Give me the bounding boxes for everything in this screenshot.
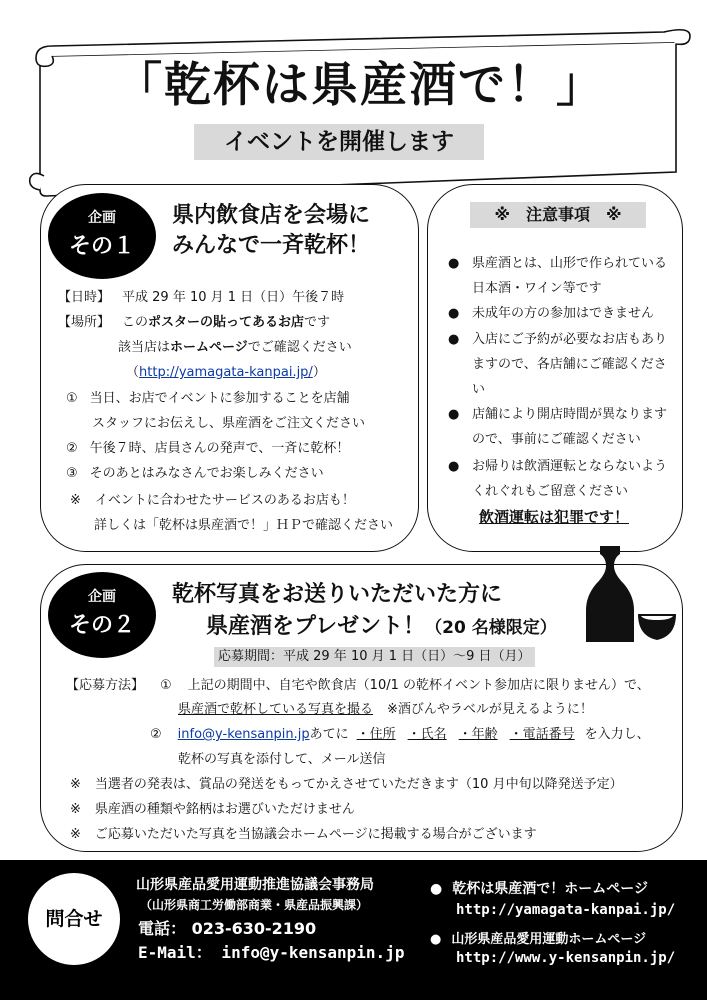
bullet-icon: ● (448, 459, 460, 474)
footer-link2-label: 山形県産品愛用運動ホームページ (451, 932, 647, 947)
notice-item (448, 301, 672, 326)
contact-badge: 問合せ (28, 873, 120, 965)
step-number: ③ (66, 466, 78, 481)
plan2-heading-main: 県産酒をプレゼント！ (206, 614, 426, 639)
notice-item (448, 402, 672, 452)
step3-text: そのあとはみなさんでお楽しみください (89, 466, 324, 481)
place-text: この (122, 315, 149, 330)
note-mark: ※ (70, 777, 81, 792)
bullet-icon: ● (448, 407, 460, 422)
plan2-heading-limit: （20 名様限定） (425, 618, 557, 638)
paren-close: ） (312, 365, 326, 380)
check-text-post: でご確認ください (247, 340, 352, 355)
note-mark: ※ (70, 802, 81, 817)
paren-open: （ (126, 365, 140, 380)
notice-item (448, 251, 672, 301)
contact-email[interactable]: E-Mail： info@y-kensanpin.jp (138, 943, 405, 962)
plan1-date (58, 285, 344, 310)
method1-note: ※酒びんやラベルが見えるように！ (387, 702, 593, 717)
contact-phone: 電話： 023-630-2190 (138, 919, 317, 938)
plan1-heading (172, 201, 370, 261)
field-phone: ・電話番号 (509, 727, 575, 742)
field-age: ・年齢 (458, 727, 498, 742)
step1-line1: 当日、お店でイベントに参加することを店舗 (89, 391, 350, 406)
org-dept: （山形県商工労働部商業・県産品振興課） (140, 898, 369, 912)
application-period: 応募期間：平成 29 年 10 月 1 日（日）～9 日（月） (214, 647, 535, 667)
page-title: 「乾杯は県産酒で！」 (115, 58, 605, 113)
method2-line2: 乾杯の写真を添付して、メール送信 (178, 752, 386, 767)
check-bold: ホームページ (170, 340, 248, 355)
plan1-check (118, 335, 352, 360)
notice-title: ※ 注意事項 ※ (470, 202, 646, 228)
step-number: ② (150, 727, 162, 742)
step-number: ① (160, 678, 172, 693)
plan2-note-text: 県産酒の種類や銘柄はお選びいただけません (94, 802, 355, 817)
plan2-note-text: ご応募いただいた写真を当協議会ホームページに掲載する場合がございます (94, 827, 537, 842)
method2-line1 (150, 722, 650, 747)
sake-bottle-icon (584, 544, 680, 644)
step-number: ① (66, 391, 78, 406)
method1-underlined: 県産酒で乾杯している写真を撮る (178, 702, 374, 717)
footer-link1-label: 乾杯は県産酒で！ホームページ (452, 881, 648, 897)
plan1-heading-line2: みんなで一斉乾杯！ (172, 233, 371, 258)
plan1-tag-number: その１ (68, 234, 135, 259)
field-name: ・氏名 (407, 727, 447, 742)
method1-line1: 上記の期間中、自宅や飲食店（10/1 の乾杯イベント参加店に限りません）で、 (187, 678, 650, 693)
date-value: 平成 29 年 10 月 1 日（日）午後７時 (122, 290, 345, 305)
footer-link1-title (430, 878, 648, 898)
plan1-step1-cont: スタッフにお伝えし、県産酒をご注文ください (92, 416, 366, 431)
plan1-heading-line1: 県内飲食店を会場に (172, 203, 371, 228)
date-label: 【日時】 (58, 290, 111, 305)
notice-item-text: 入店にご予約が必要なお店もありますので、各店舗にご確認ください (472, 332, 668, 397)
footer-link2-title (430, 928, 646, 947)
plan1-note (70, 488, 355, 513)
plan2-note (70, 822, 537, 847)
contest-email-link[interactable]: info@y-kensanpin.jp (177, 727, 310, 742)
method1-line2 (178, 697, 593, 722)
method2-input: を入力し、 (584, 727, 650, 742)
notice-item (448, 327, 672, 402)
place-label: 【場所】 (58, 315, 111, 330)
plan2-tag-number: その２ (68, 613, 135, 638)
plan1-place (58, 310, 330, 335)
place-text-post: です (304, 315, 331, 330)
step2-text: 午後７時、店員さんの発声で、一斉に乾杯！ (89, 441, 350, 456)
plan1-note-cont: 詳しくは「乾杯は県産酒で！」ＨＰで確認ください (94, 518, 394, 533)
plan1-step1 (66, 386, 350, 411)
bullet-icon: ● (430, 881, 443, 897)
org-name: 山形県産品愛用運動推進協議会事務局 (136, 877, 374, 893)
notice-item-text: 県産酒とは、山形で作られている日本酒・ワイン等です (472, 256, 668, 296)
notice-item-text: 店舗により開店時間が異なりますので、事前にご確認ください (472, 407, 668, 447)
notice-item-text: お帰りは飲酒運転とならないようくれぐれもご留意ください (472, 459, 668, 499)
plan1-step2 (66, 436, 349, 461)
check-text: 該当店は (118, 340, 171, 355)
drunk-driving-warning: 飲酒運転は犯罪です！ (478, 508, 629, 526)
plan2-tag-label: 企画 (88, 589, 116, 605)
plan2-heading-line1: 乾杯写真をお送りいただいた方に (172, 582, 503, 607)
bullet-icon: ● (448, 256, 460, 271)
note-mark: ※ (70, 493, 81, 508)
notice-item-text: 未成年の方の参加はできません (472, 306, 655, 321)
notice-item (448, 454, 672, 504)
plan1-url-line (126, 360, 326, 385)
plan1-tag (48, 193, 156, 279)
bullet-icon: ● (448, 332, 460, 347)
plan2-note-text: 当選者の発表は、賞品の発送をもってかえさせていただきます（10 月中旬以降発送予定） (94, 777, 623, 792)
footer-link2-url[interactable]: http://www.y-kensanpin.jp/ (456, 950, 676, 966)
plan2-heading-line2 (206, 612, 557, 643)
method2-to: あてに (309, 727, 349, 742)
page-subtitle: イベントを開催します (194, 124, 484, 160)
plan1-tag-label: 企画 (88, 210, 116, 226)
plan2-note (70, 772, 623, 797)
field-address: ・住所 (356, 727, 396, 742)
step-number: ② (66, 441, 78, 456)
plan1-step3 (66, 461, 324, 486)
place-bold: ポスターの貼ってあるお店 (148, 315, 305, 330)
plan2-tag (48, 572, 156, 658)
bullet-icon: ● (448, 306, 460, 321)
note-line1: イベントに合わせたサービスのあるお店も！ (94, 493, 355, 508)
note-mark: ※ (70, 827, 81, 842)
method-label: 【応募方法】 (66, 678, 145, 693)
method-line1 (66, 673, 650, 698)
plan2-note (70, 797, 355, 822)
footer-link1-url[interactable]: http://yamagata-kanpai.jp/ (456, 902, 676, 918)
kanpai-url-link[interactable]: http://yamagata-kanpai.jp/ (139, 365, 313, 380)
bullet-icon: ● (430, 932, 442, 947)
